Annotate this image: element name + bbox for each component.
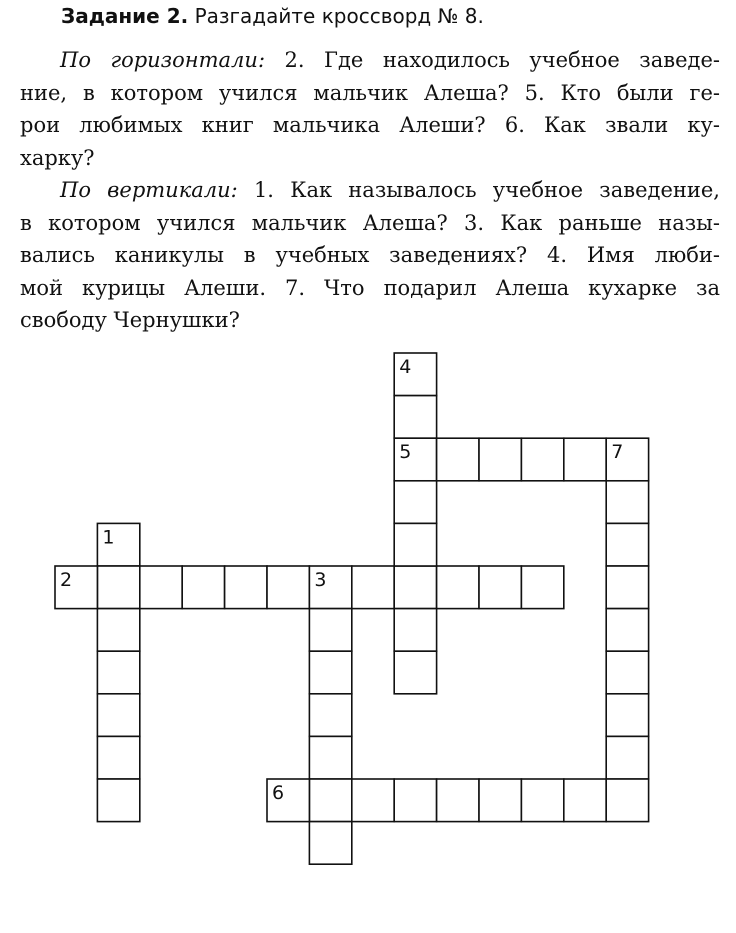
crossword-cell[interactable] [267,566,309,609]
clue-number-7: 7 [611,441,624,464]
crossword-cell[interactable] [309,694,351,737]
clue-line: По горизонтали: 2. Где находилось учебное заведе- [60,48,720,72]
crossword-cell[interactable] [606,481,648,524]
clue-line: По вертикали: 1. Как называлось учебное заведение, [60,178,720,202]
crossword-cell[interactable] [606,779,648,822]
task-label: Задание 2. [61,4,189,28]
crossword-cell[interactable] [606,694,648,737]
crossword-cell[interactable] [394,481,436,524]
task-text: Разгадайте кроссворд № 8. [194,4,484,28]
crossword-cell[interactable] [182,566,224,609]
crossword-cell[interactable] [97,736,139,779]
crossword-cell[interactable] [521,438,563,481]
clue-line: харку? [20,145,95,170]
clue-number-4: 4 [399,356,412,378]
crossword-cell[interactable] [309,736,351,779]
crossword-cell[interactable] [606,609,648,652]
crossword-cell[interactable] [309,822,351,865]
crossword-cell[interactable] [606,523,648,566]
crossword-cell[interactable] [606,736,648,779]
crossword-cell[interactable] [97,779,139,822]
crossword-cell[interactable] [394,609,436,652]
crossword-cell[interactable] [564,779,606,822]
clue-line: рои любимых книг мальчика Алеши? 6. Как звали ку- [20,113,720,137]
crossword-cell[interactable] [97,609,139,652]
crossword-cell[interactable] [140,566,182,609]
crossword-cell[interactable] [394,779,436,822]
crossword-cell[interactable] [606,651,648,694]
crossword-cell[interactable] [437,779,479,822]
crossword-cell[interactable] [97,566,139,609]
vertical-heading: По вертикали: [60,178,238,202]
crossword-cell[interactable] [352,779,394,822]
crossword-cell[interactable] [352,566,394,609]
crossword-cell[interactable] [437,438,479,481]
clue-line: вались каникулы в учебных заведениях? 4. Имя люби- [20,243,720,267]
crossword-cell[interactable] [97,694,139,737]
clue-number-2: 2 [60,569,73,591]
crossword-cell[interactable] [394,396,436,439]
crossword-cell[interactable] [309,609,351,652]
crossword-cell[interactable] [521,779,563,822]
crossword-cell[interactable] [394,566,436,609]
horizontal-heading: По горизонтали: [60,48,266,72]
clue-line: ние, в котором учился мальчик Алеша? 5. Кто были ге- [20,80,720,105]
crossword-cell[interactable] [479,779,521,822]
crossword-cell[interactable] [437,566,479,609]
crossword-cell[interactable] [479,438,521,481]
crossword-cell[interactable] [394,651,436,694]
crossword-cell[interactable] [521,566,563,609]
crossword-cell[interactable] [225,566,267,609]
clue-number-1: 1 [102,526,115,549]
crossword-cell[interactable] [309,651,351,694]
clue-line: мой курицы Алеши. 7. Что подарил Алеша кухарке за [20,275,720,300]
clue-number-5: 5 [399,441,412,464]
clue-number-6: 6 [272,782,285,804]
clue-number-3: 3 [314,569,327,591]
crossword-cell[interactable] [564,438,606,481]
crossword-cell[interactable] [97,651,139,694]
clue-line: свободу Чернушки? [20,308,240,332]
crossword-cell[interactable] [606,566,648,609]
crossword-cell[interactable] [309,779,351,822]
crossword-cell[interactable] [479,566,521,609]
clue-line: в котором учился мальчик Алеша? 3. Как раньше назы- [20,210,720,235]
crossword-cell[interactable] [394,523,436,566]
